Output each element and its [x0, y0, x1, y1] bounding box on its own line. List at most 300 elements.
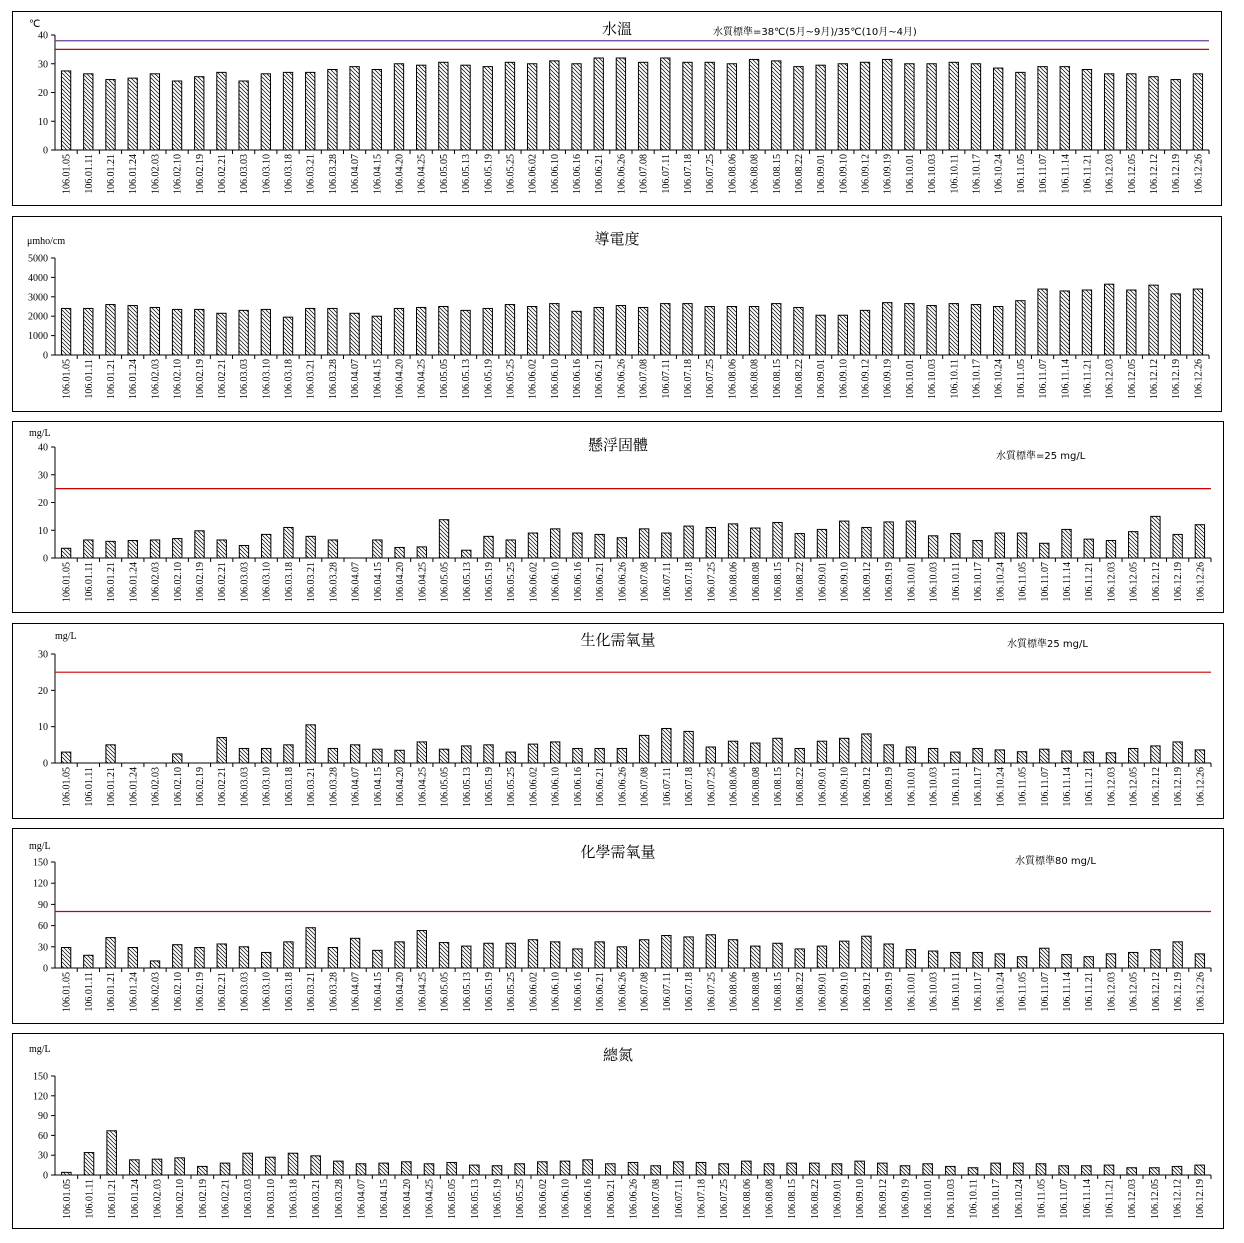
bar — [838, 64, 847, 150]
bar — [239, 546, 248, 558]
x-tick-label: 106.12.05 — [1128, 767, 1140, 807]
y-tick-label: 10 — [38, 722, 48, 734]
x-tick-label: 106.03.28 — [327, 359, 339, 399]
bar — [394, 64, 403, 150]
bar — [484, 745, 493, 763]
bar — [971, 64, 980, 150]
x-tick-label: 106.03.10 — [261, 359, 273, 399]
x-tick-label: 106.09.10 — [838, 359, 850, 399]
x-tick-label: 106.05.19 — [484, 767, 495, 807]
bar — [1016, 72, 1025, 150]
bar — [439, 749, 448, 763]
x-tick-label: 106.11.05 — [1017, 972, 1029, 1012]
bar — [795, 748, 804, 763]
x-tick-label: 106.04.15 — [372, 359, 384, 399]
x-tick-label: 106.10.24 — [995, 766, 1007, 807]
bar — [862, 527, 871, 558]
bar — [951, 752, 960, 763]
bar — [61, 308, 70, 355]
x-tick-label: 106.10.03 — [928, 767, 940, 807]
y-unit-label: mg/L — [29, 841, 51, 852]
x-tick-label: 106.11.05 — [1017, 767, 1029, 807]
bar — [128, 78, 137, 150]
bar — [439, 62, 448, 150]
y-tick-label: 4000 — [28, 272, 48, 284]
bar — [350, 313, 359, 355]
bar — [795, 949, 804, 968]
bar — [840, 521, 849, 558]
x-tick-label: 106.09.12 — [860, 359, 872, 399]
bar — [1171, 294, 1180, 355]
x-tick-label: 106.03.21 — [306, 562, 318, 602]
x-tick-label: 106.02.10 — [172, 154, 184, 194]
bar — [1104, 74, 1113, 150]
x-tick-label: 106.03.28 — [327, 154, 339, 194]
x-tick-label: 106.09.01 — [817, 972, 829, 1012]
x-tick-label: 106.10.24 — [1013, 1179, 1025, 1219]
x-tick-label: 106.11.07 — [1038, 359, 1050, 399]
x-tick-label: 106.09.12 — [861, 972, 873, 1012]
x-tick-label: 106.11.07 — [1059, 1179, 1071, 1219]
x-tick-label: 106.07.11 — [661, 562, 673, 602]
x-tick-label: 106.07.25 — [705, 154, 717, 194]
y-unit-label: μmho/cm — [27, 236, 66, 247]
y-tick-label: 0 — [43, 1170, 48, 1182]
x-tick-label: 106.10.01 — [906, 972, 918, 1012]
x-tick-label: 106.10.03 — [927, 359, 939, 399]
bar — [638, 62, 647, 150]
x-tick-label: 106.12.19 — [1171, 359, 1183, 399]
bar — [862, 734, 871, 763]
bar — [328, 540, 337, 558]
chart-title: 懸浮固體 — [587, 436, 649, 454]
x-tick-label: 106.03.18 — [283, 359, 295, 399]
bar — [284, 527, 293, 558]
x-tick-label: 106.02.03 — [150, 972, 162, 1012]
bar — [175, 1158, 185, 1175]
bar — [995, 954, 1004, 968]
x-tick-label: 106.12.05 — [1149, 1179, 1161, 1219]
x-tick-label: 106.10.11 — [949, 154, 961, 194]
x-tick-label: 106.01.11 — [83, 767, 95, 807]
x-tick-label: 106.02.21 — [217, 562, 229, 602]
x-tick-label: 106.08.22 — [793, 154, 805, 194]
x-tick-label: 106.02.21 — [220, 1179, 232, 1219]
bar — [973, 748, 982, 763]
x-tick-label: 106.03.10 — [261, 562, 273, 602]
bar — [483, 67, 492, 150]
bar — [373, 540, 382, 558]
x-tick-label: 106.10.17 — [973, 562, 985, 602]
y-tick-label: 30 — [38, 470, 48, 482]
x-tick-label: 106.04.20 — [401, 1179, 413, 1219]
x-tick-label: 106.06.16 — [583, 1179, 595, 1219]
x-tick-label: 106.10.24 — [995, 561, 1007, 602]
x-tick-label: 106.12.12 — [1149, 359, 1161, 399]
x-tick-label: 106.07.18 — [684, 767, 696, 807]
bar — [350, 938, 359, 968]
x-tick-label: 106.03.03 — [243, 1179, 255, 1219]
x-tick-label: 106.12.03 — [1106, 972, 1118, 1012]
bar — [949, 304, 958, 355]
bar — [173, 539, 182, 558]
x-tick-label: 106.12.26 — [1195, 767, 1207, 807]
total-nitrogen-panel — [12, 1033, 1224, 1229]
x-tick-label: 106.06.16 — [572, 767, 584, 807]
bar — [794, 307, 803, 355]
x-tick-label: 106.06.21 — [595, 562, 607, 602]
bar — [173, 754, 182, 763]
y-tick-label: 30 — [38, 649, 48, 661]
x-tick-label: 106.09.12 — [860, 154, 872, 194]
x-tick-label: 106.08.08 — [749, 359, 761, 399]
x-tick-label: 106.06.02 — [527, 154, 539, 194]
x-tick-label: 106.12.05 — [1126, 154, 1138, 194]
bar — [751, 946, 760, 968]
bar — [860, 310, 869, 355]
y-tick-label: 10 — [38, 116, 48, 128]
x-tick-label: 106.12.26 — [1195, 972, 1207, 1012]
x-tick-label: 106.11.21 — [1104, 1179, 1116, 1219]
bar — [764, 1164, 774, 1175]
bar — [696, 1162, 706, 1175]
bar — [1084, 539, 1093, 558]
bar — [995, 750, 1004, 763]
bar — [661, 304, 670, 355]
bar — [816, 315, 825, 355]
bar — [130, 1160, 140, 1175]
bar — [261, 74, 270, 150]
x-tick-label: 106.02.10 — [172, 562, 184, 602]
bar — [1171, 80, 1180, 150]
bar — [372, 70, 381, 151]
standard-label: 水質標準=25 mg/L — [996, 451, 1086, 462]
bar — [816, 65, 825, 150]
x-tick-label: 106.08.15 — [771, 359, 783, 399]
x-tick-label: 106.05.13 — [461, 767, 473, 807]
bar — [402, 1162, 412, 1175]
bar — [195, 948, 204, 968]
y-tick-label: 0 — [43, 145, 48, 157]
bar — [1127, 290, 1136, 355]
y-tick-label: 150 — [33, 857, 48, 869]
x-tick-label: 106.04.25 — [416, 359, 428, 399]
bar — [306, 308, 315, 355]
bar — [860, 62, 869, 150]
x-tick-label: 106.02.19 — [195, 562, 206, 602]
x-tick-label: 106.03.10 — [261, 154, 273, 194]
bar — [1129, 532, 1138, 558]
bar — [817, 529, 826, 558]
x-tick-label: 106.11.14 — [1062, 972, 1073, 1012]
bar — [595, 748, 604, 763]
bar — [973, 952, 982, 968]
bar — [528, 744, 537, 763]
x-tick-label: 106.10.24 — [993, 359, 1005, 399]
bar — [395, 942, 404, 968]
x-tick-label: 106.08.06 — [728, 767, 740, 807]
x-tick-label: 106.03.03 — [239, 972, 251, 1012]
bar — [973, 541, 982, 558]
x-tick-label: 106.09.10 — [839, 972, 851, 1012]
x-tick-label: 106.11.14 — [1060, 359, 1072, 399]
x-tick-label: 106.10.11 — [950, 972, 962, 1012]
x-tick-label: 106.06.26 — [617, 767, 629, 807]
x-tick-label: 106.03.21 — [306, 972, 318, 1012]
x-tick-label: 106.11.05 — [1015, 154, 1027, 194]
x-tick-label: 106.01.11 — [83, 359, 95, 399]
x-tick-label: 106.09.19 — [882, 154, 894, 194]
bar — [616, 58, 625, 150]
bar — [684, 526, 693, 558]
bar — [1059, 1166, 1069, 1175]
x-tick-label: 106.10.17 — [971, 154, 983, 194]
bar — [1127, 74, 1136, 150]
x-tick-label: 106.12.12 — [1150, 972, 1162, 1012]
x-tick-label: 106.04.07 — [350, 359, 362, 399]
bar — [262, 748, 271, 763]
x-tick-label: 106.08.15 — [771, 154, 783, 194]
bar — [1173, 742, 1182, 763]
bar — [528, 940, 537, 968]
bar — [84, 540, 93, 558]
x-tick-label: 106.11.05 — [1036, 1179, 1048, 1219]
bar — [417, 65, 426, 150]
y-tick-label: 2000 — [28, 311, 48, 323]
bar — [150, 74, 159, 150]
bar — [417, 547, 426, 558]
x-tick-label: 106.09.10 — [839, 767, 851, 807]
x-tick-label: 106.03.03 — [239, 562, 251, 602]
bar — [1038, 67, 1047, 150]
x-tick-label: 106.12.03 — [1127, 1179, 1139, 1219]
x-tick-label: 106.12.03 — [1104, 359, 1116, 399]
x-tick-label: 106.09.01 — [817, 562, 829, 602]
x-tick-label: 106.08.15 — [787, 1179, 799, 1219]
x-tick-label: 106.06.21 — [594, 359, 606, 399]
x-tick-label: 106.10.03 — [927, 154, 939, 194]
x-tick-label: 106.11.07 — [1039, 767, 1051, 807]
x-tick-label: 106.06.02 — [528, 562, 540, 602]
bar — [128, 306, 137, 355]
x-tick-label: 106.12.19 — [1173, 972, 1185, 1012]
bar — [817, 741, 826, 763]
y-tick-label: 5000 — [28, 253, 48, 265]
x-tick-label: 106.07.08 — [639, 562, 651, 602]
bar — [583, 1160, 593, 1175]
bar — [1062, 529, 1071, 558]
bar — [484, 536, 493, 558]
bar — [991, 1163, 1001, 1175]
bar — [483, 308, 492, 355]
bar — [439, 520, 448, 558]
x-tick-label: 106.05.05 — [438, 154, 450, 194]
chart-title: 導電度 — [594, 230, 640, 248]
x-tick-label: 106.10.17 — [991, 1179, 1003, 1219]
x-tick-label: 106.04.20 — [395, 562, 407, 602]
x-tick-label: 106.04.15 — [379, 1179, 391, 1219]
bar — [773, 522, 782, 558]
bar — [150, 307, 159, 355]
bar — [906, 521, 915, 558]
x-tick-label: 106.01.05 — [61, 359, 73, 399]
bar — [306, 928, 315, 968]
bar — [1173, 534, 1182, 558]
x-tick-label: 106.11.21 — [1084, 562, 1096, 602]
bar — [284, 942, 293, 968]
bar — [1195, 525, 1204, 558]
bar — [195, 531, 204, 558]
y-tick-label: 1000 — [28, 331, 48, 343]
x-tick-label: 106.02.10 — [172, 767, 184, 807]
x-tick-label: 106.07.18 — [696, 1179, 708, 1219]
bar — [772, 304, 781, 355]
x-tick-label: 106.04.07 — [350, 972, 362, 1012]
x-tick-label: 106.04.07 — [350, 562, 362, 602]
x-tick-label: 106.04.07 — [350, 767, 362, 807]
bar — [995, 533, 1004, 558]
bar — [968, 1168, 978, 1175]
bar — [461, 310, 470, 355]
x-tick-label: 106.03.03 — [239, 359, 251, 399]
x-tick-label: 106.08.06 — [727, 359, 739, 399]
chart-title: 化學需氧量 — [580, 843, 656, 861]
x-tick-label: 106.06.26 — [616, 154, 628, 194]
bar — [373, 749, 382, 763]
chart-svg — [13, 1034, 1223, 1228]
bar — [484, 943, 493, 968]
x-tick-label: 106.01.05 — [61, 767, 73, 807]
bar — [1129, 748, 1138, 763]
bar — [505, 62, 514, 150]
bar — [1106, 541, 1115, 558]
bar — [550, 304, 559, 355]
x-tick-label: 106.10.03 — [928, 562, 940, 602]
bar — [884, 944, 893, 968]
x-tick-label: 106.08.08 — [750, 767, 762, 807]
bar — [439, 307, 448, 356]
y-unit-label: mg/L — [29, 1044, 51, 1055]
bar — [350, 745, 359, 763]
x-tick-label: 106.06.16 — [572, 972, 584, 1012]
x-tick-label: 106.12.12 — [1150, 767, 1162, 807]
bar — [152, 1159, 162, 1175]
bar — [1106, 954, 1115, 968]
x-tick-label: 106.08.22 — [795, 562, 807, 602]
bar — [749, 59, 758, 150]
x-tick-label: 106.12.12 — [1149, 154, 1161, 194]
x-tick-label: 106.04.25 — [416, 154, 428, 194]
bar — [350, 67, 359, 150]
x-tick-label: 106.09.12 — [861, 767, 873, 807]
bar — [706, 527, 715, 558]
x-tick-label: 106.08.15 — [773, 767, 784, 807]
x-tick-label: 106.10.11 — [950, 767, 962, 807]
x-tick-label: 106.01.05 — [61, 1179, 73, 1219]
bar — [617, 947, 626, 968]
bar — [261, 309, 270, 355]
bar — [551, 742, 560, 763]
bar — [971, 305, 980, 355]
x-tick-label: 106.01.24 — [128, 562, 140, 602]
bar — [447, 1162, 457, 1175]
bar — [684, 937, 693, 968]
x-tick-label: 106.02.10 — [172, 359, 184, 399]
bar — [923, 1164, 933, 1175]
x-tick-label: 106.05.05 — [439, 767, 451, 807]
x-tick-label: 106.01.21 — [105, 154, 117, 194]
x-tick-label: 106.07.25 — [706, 767, 718, 807]
bar — [528, 533, 537, 558]
bar — [1017, 533, 1026, 558]
x-tick-label: 106.11.21 — [1084, 767, 1096, 807]
bar — [661, 58, 670, 150]
x-tick-label: 106.08.08 — [764, 1179, 776, 1219]
x-tick-label: 106.02.10 — [172, 972, 184, 1012]
x-tick-label: 106.06.26 — [628, 1179, 640, 1219]
water-temperature-panel — [12, 11, 1222, 206]
y-unit-label: ℃ — [29, 19, 41, 30]
y-tick-label: 0 — [43, 553, 48, 565]
y-tick-label: 30 — [38, 942, 48, 954]
bar — [951, 952, 960, 968]
x-tick-label: 106.04.15 — [372, 562, 384, 602]
x-tick-label: 106.02.21 — [216, 359, 228, 399]
x-tick-label: 106.09.19 — [884, 767, 896, 807]
bar — [927, 306, 936, 355]
bar — [239, 81, 248, 150]
bar — [639, 940, 648, 968]
bar — [107, 1131, 117, 1175]
x-tick-label: 106.03.03 — [239, 154, 251, 194]
bar — [1104, 284, 1113, 355]
x-tick-label: 106.05.13 — [461, 359, 473, 399]
bar — [288, 1153, 298, 1175]
x-tick-label: 106.06.26 — [616, 359, 628, 399]
bar — [884, 522, 893, 558]
y-tick-label: 0 — [43, 758, 48, 770]
y-unit-label: mg/L — [55, 631, 77, 642]
bar — [628, 1162, 638, 1175]
x-tick-label: 106.06.10 — [560, 1179, 572, 1219]
bar — [462, 550, 471, 558]
bar — [1040, 948, 1049, 968]
x-tick-label: 106.06.10 — [550, 767, 562, 807]
x-tick-label: 106.07.08 — [638, 359, 650, 399]
x-tick-label: 106.02.19 — [194, 154, 206, 194]
bar — [1151, 746, 1160, 763]
x-tick-label: 106.01.05 — [61, 562, 73, 602]
bar — [751, 528, 760, 558]
x-tick-label: 106.10.11 — [949, 359, 961, 399]
x-tick-label: 106.07.25 — [719, 1179, 731, 1219]
bar — [84, 955, 93, 968]
bar — [573, 748, 582, 763]
x-tick-label: 106.07.18 — [682, 359, 694, 399]
x-tick-label: 106.03.21 — [311, 1179, 323, 1219]
x-tick-label: 106.12.26 — [1195, 562, 1207, 602]
bar — [639, 735, 648, 763]
x-tick-label: 106.05.05 — [438, 359, 450, 399]
bar — [106, 745, 115, 763]
bar — [372, 316, 381, 355]
standard-label: 水質標準80 mg/L — [1015, 856, 1096, 867]
x-tick-label: 106.05.25 — [505, 359, 517, 399]
bar — [1062, 955, 1071, 968]
x-tick-label: 106.07.08 — [638, 154, 650, 194]
bar — [794, 67, 803, 150]
x-tick-label: 106.11.07 — [1039, 972, 1051, 1012]
